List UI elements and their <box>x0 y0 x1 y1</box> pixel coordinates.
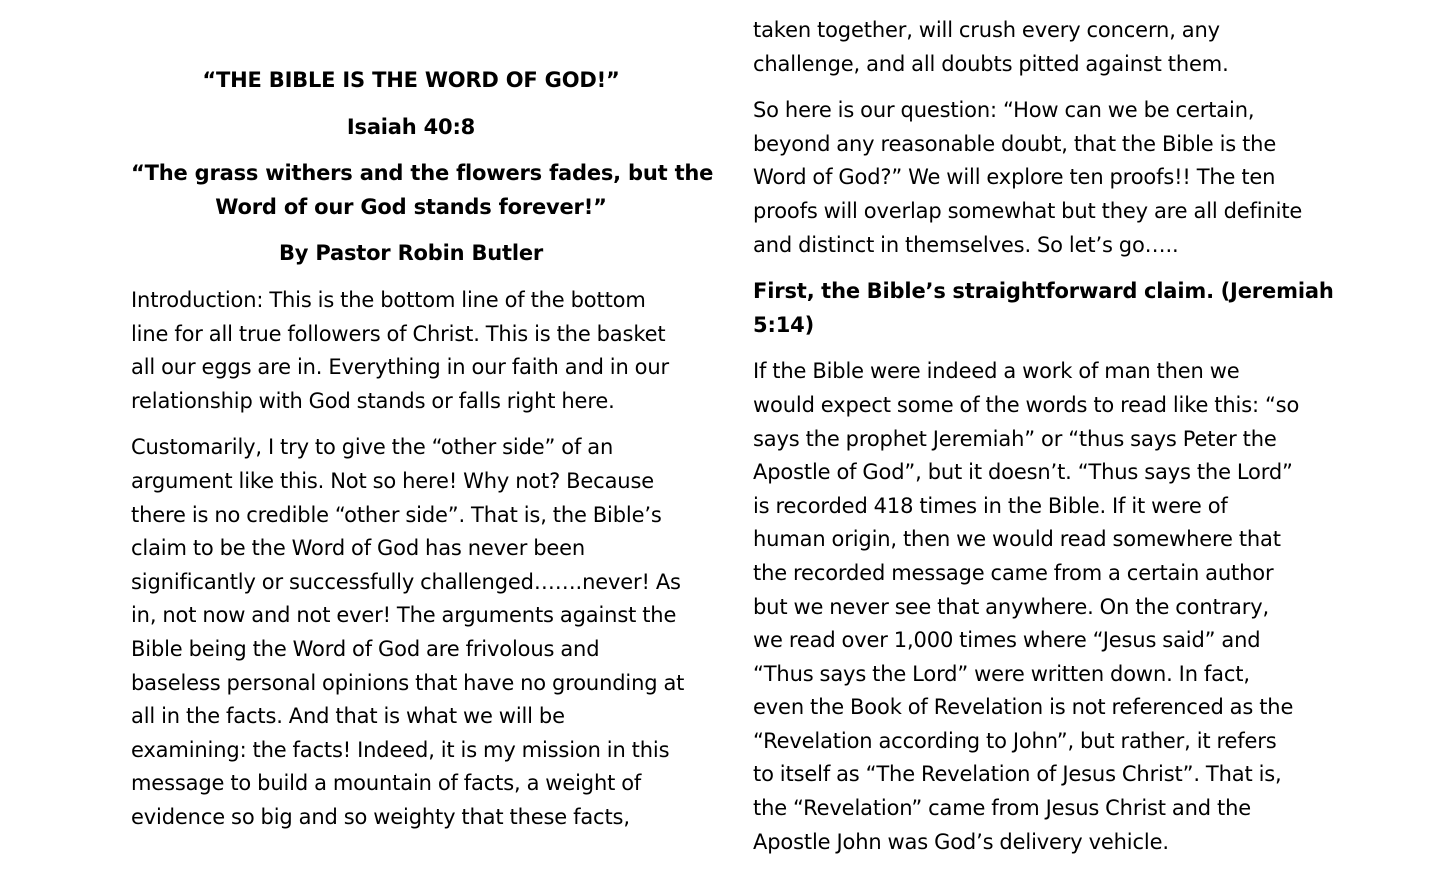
text-line: the “Revelation” came from Jesus Christ and the <box>753 796 1252 821</box>
text-line: relationship with God stands or falls right here. <box>131 388 615 413</box>
scripture-reference: Isaiah 40:8 <box>346 114 476 139</box>
text-line: Apostle John was God’s delivery vehicle. <box>753 829 1169 854</box>
text-line: proofs will overlap somewhat but they are all definite <box>753 198 1303 223</box>
text-line: challenge, and all doubts pitted against them. <box>753 51 1229 76</box>
text-line: Introduction: This is the bottom line of the bottom <box>131 287 646 312</box>
text-line: would expect some of the words to read like this: “so <box>753 392 1300 417</box>
first-proof-body <box>753 355 1313 859</box>
left-column <box>131 0 714 834</box>
text-line: So here is our question: “How can we be certain, <box>753 98 1255 123</box>
text-line: to itself as “The Revelation of Jesus Christ”. That is, <box>753 762 1282 787</box>
scripture-quote-line: Word of our God stands forever!” <box>215 194 607 219</box>
scripture-quote-line: “The grass withers and the flowers fades, but the <box>131 161 714 186</box>
text-line: all our eggs are in. Everything in our faith and in our <box>131 355 670 380</box>
document-title: “THE BIBLE IS THE WORD OF GOD!” <box>202 68 620 92</box>
text-line: and distinct in themselves. So let’s go….. <box>753 232 1179 257</box>
text-line: the recorded message came from a certain author <box>753 560 1274 585</box>
text-line: Word of God?” We will explore ten proofs!! The ten <box>753 165 1276 190</box>
question-paragraph <box>753 94 1313 262</box>
text-line: all in the facts. And that is what we will be <box>131 704 565 729</box>
introduction-paragraph <box>131 284 691 418</box>
text-line: but we never see that anywhere. On the contrary, <box>753 594 1270 619</box>
text-line: If the Bible were indeed a work of man then we <box>753 359 1240 384</box>
text-line: evidence so big and so weighty that these facts, <box>131 804 630 829</box>
text-line: in, not now and not ever! The arguments against the <box>131 603 677 628</box>
author-byline: By Pastor Robin Butler <box>278 241 544 266</box>
text-line: even the Book of Revelation is not referenced as the <box>753 695 1294 720</box>
text-line: there is no credible “other side”. That is, the Bible’s <box>131 502 662 527</box>
continuation-paragraph <box>753 14 1313 81</box>
text-line: human origin, then we would read somewhere that <box>753 527 1281 552</box>
text-line: Bible being the Word of God are frivolous and <box>131 636 600 661</box>
right-column <box>753 0 1334 859</box>
text-line: message to build a mountain of facts, a weight of <box>131 771 642 796</box>
text-line: Customarily, I try to give the “other side” of an <box>131 435 614 460</box>
text-line: line for all true followers of Christ. This is the basket <box>131 321 666 346</box>
text-line: is recorded 418 times in the Bible. If it were of <box>753 493 1228 518</box>
heading-line: 5:14) <box>753 312 815 337</box>
text-line: significantly or successfully challenged…….never! As <box>131 569 681 594</box>
first-proof-heading <box>753 275 1334 342</box>
text-line: says the prophet Jeremiah” or “thus says Peter the <box>753 426 1277 451</box>
text-line: Apostle of God”, but it doesn’t. “Thus says the Lord” <box>753 460 1293 485</box>
text-line: baseless personal opinions that have no grounding at <box>131 670 685 695</box>
scripture-quote <box>131 157 714 224</box>
text-line: argument like this. Not so here! Why not? Because <box>131 468 655 493</box>
text-line: taken together, will crush every concern, any <box>753 18 1220 42</box>
text-line: “Thus says the Lord” were written down. In fact, <box>753 661 1250 686</box>
text-line: beyond any reasonable doubt, that the Bible is the <box>753 131 1277 156</box>
text-line: claim to be the Word of God has never been <box>131 536 586 561</box>
text-line: examining: the facts! Indeed, it is my mission in this <box>131 737 670 762</box>
text-line: “Revelation according to John”, but rather, it refers <box>753 728 1277 753</box>
customary-paragraph <box>131 431 691 834</box>
heading-line: First, the Bible’s straightforward claim. (Jeremiah <box>753 279 1334 304</box>
text-line: we read over 1,000 times where “Jesus said” and <box>753 628 1261 653</box>
